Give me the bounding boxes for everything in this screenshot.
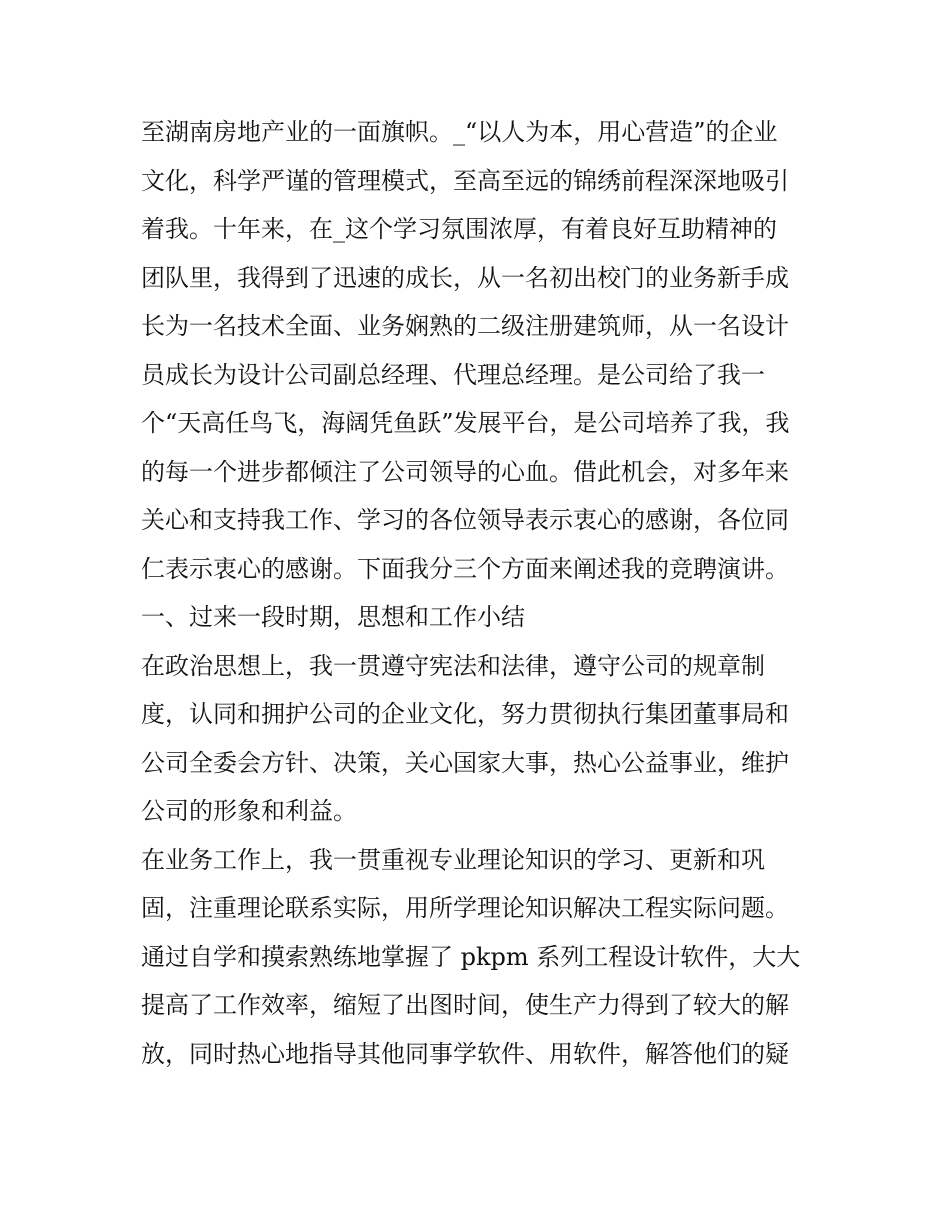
text-line: 仁表示衷心的感谢。下面我分三个方面来阐述我的竞聘演讲。 xyxy=(141,554,789,583)
text-line: 放，同时热心地指导其他同事学软件、用软件，解答他们的疑 xyxy=(141,1039,789,1068)
text-line: 的每一个进步都倾注了公司领导的心血。借此机会，对多年来 xyxy=(141,457,789,486)
text-line: 至湖南房地产业的一面旗帜。_“以人为本，用心营造”的企业 xyxy=(141,118,778,146)
text-line: 个“天高任鸟飞，海阔凭鱼跃”发展平台，是公司培养了我，我 xyxy=(141,409,790,437)
text-line: 着我。十年来，在_这个学习氛围浓厚，有着良好互助精神的 xyxy=(141,215,777,243)
body-text xyxy=(141,108,821,1078)
text-line: 固，注重理论联系实际，用所学理论知识解决工程实际问题。 xyxy=(141,894,789,922)
text-line: 团队里，我得到了迅速的成长，从一名初出校门的业务新手成 xyxy=(141,263,789,292)
text-line: 度，认同和拥护公司的企业文化，努力贯彻执行集团董事局和 xyxy=(141,700,789,728)
text-line: 提高了工作效率，缩短了出图时间，使生产力得到了较大的解 xyxy=(141,991,789,1019)
text-line: 公司的形象和利益。 xyxy=(141,797,357,825)
text-line: 在政治思想上，我一贯遵守宪法和法律，遵守公司的规章制 xyxy=(141,651,765,680)
text-line: 通过自学和摸索熟练地掌握了 pkpm 系列工程设计软件，大大 xyxy=(141,942,801,971)
text-line: 在业务工作上，我一贯重视专业理论知识的学习、更新和巩 xyxy=(141,845,765,874)
text-line: 公司全委会方针、决策，关心国家大事，热心公益事业，维护 xyxy=(141,748,789,777)
text-line: 文化，科学严谨的管理模式，至高至远的锦绣前程深深地吸引 xyxy=(141,166,789,195)
text-line: 员成长为设计公司副总经理、代理总经理。是公司给了我一 xyxy=(141,360,765,389)
text-line: 关心和支持我工作、学习的各位领导表示衷心的感谢，各位同 xyxy=(141,506,789,534)
section-heading: 一、过来一段时期，思想和工作小结 xyxy=(141,603,525,631)
text-line: 长为一名技术全面、业务娴熟的二级注册建筑师，从一名设计 xyxy=(141,312,789,340)
